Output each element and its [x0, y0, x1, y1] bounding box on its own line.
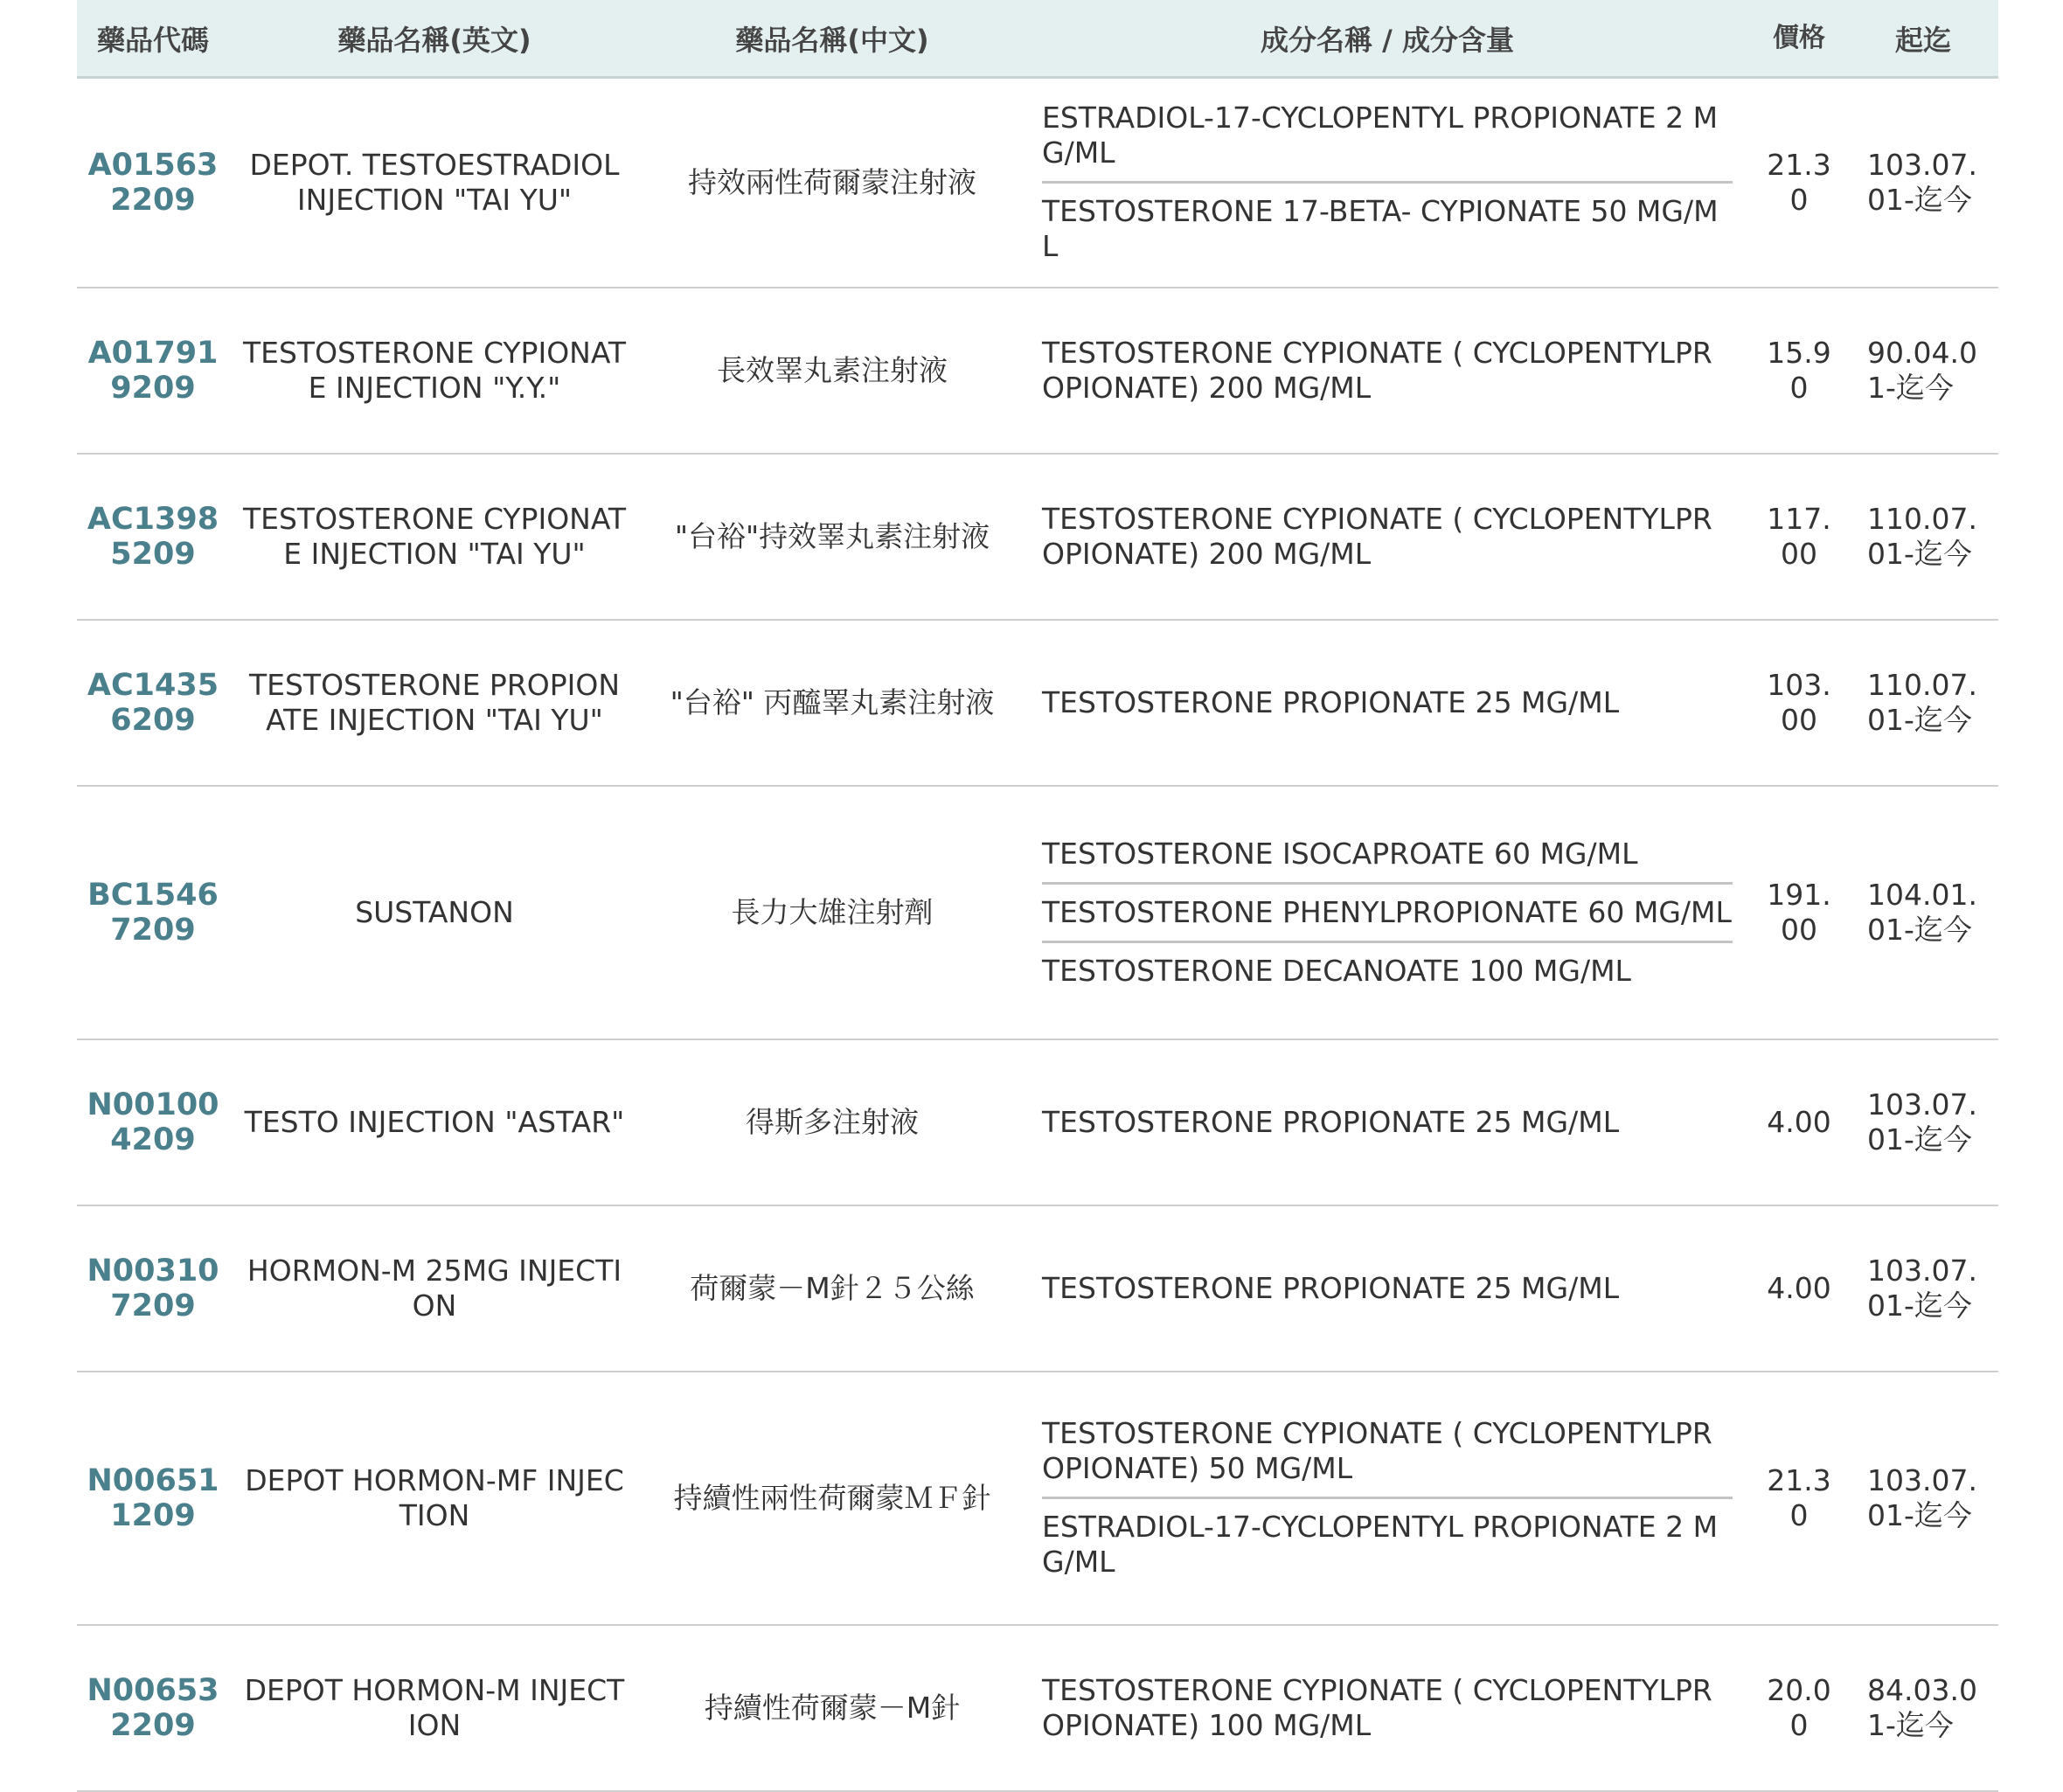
- table-row: [77, 1625, 1998, 1791]
- drug-name-zh: 荷爾蒙－M針２５公絲: [640, 1205, 1025, 1372]
- header-ingredients: 成分名稱 / 成分含量: [1025, 0, 1750, 78]
- drug-code[interactable]: N001004209: [77, 1039, 229, 1205]
- ingredients-cell: [1025, 288, 1750, 454]
- ingredient-line: TESTOSTERONE CYPIONATE ( CYCLOPENTYLPROPIONATE) 100 MG/ML: [1042, 1672, 1712, 1742]
- ingredients-cell: [1025, 1625, 1750, 1791]
- header-name-zh: 藥品名稱(中文): [640, 0, 1025, 78]
- effective-period: 103.07.01-迄今: [1848, 1205, 1998, 1372]
- drug-code[interactable]: N003107209: [77, 1205, 229, 1372]
- table-body: [77, 78, 1998, 1791]
- drug-code[interactable]: N006532209: [77, 1625, 229, 1791]
- drug-price: 103.00: [1750, 620, 1848, 786]
- ingredient-line: TESTOSTERONE PROPIONATE 25 MG/ML: [1042, 1104, 1620, 1139]
- effective-period: 104.01.01-迄今: [1848, 786, 1998, 1039]
- drug-code[interactable]: A017919209: [77, 288, 229, 454]
- drug-price-table: [77, 0, 1998, 1792]
- ingredient-line: TESTOSTERONE CYPIONATE ( CYCLOPENTYLPROPIONATE) 200 MG/ML: [1042, 501, 1712, 571]
- ingredient-line: TESTOSTERONE DECANOATE 100 MG/ML: [1042, 941, 1733, 999]
- effective-period: 110.07.01-迄今: [1848, 454, 1998, 620]
- ingredients-cell: [1025, 1372, 1750, 1625]
- drug-name-en: SUSTANON: [229, 786, 640, 1039]
- ingredients-cell: [1025, 454, 1750, 620]
- effective-period: 84.03.01-迄今: [1848, 1625, 1998, 1791]
- header-name-en: 藥品名稱(英文): [229, 0, 640, 78]
- drug-name-en: DEPOT. TESTOESTRADIOL INJECTION "TAI YU": [229, 78, 640, 288]
- drug-name-en: DEPOT HORMON-MF INJECTION: [229, 1372, 640, 1625]
- ingredients-cell: [1025, 1205, 1750, 1372]
- table-row: [77, 1205, 1998, 1372]
- drug-price: 4.00: [1750, 1039, 1848, 1205]
- ingredients-cell: [1025, 620, 1750, 786]
- ingredient-line: ESTRADIOL-17-CYCLOPENTYL PROPIONATE 2 MG/ML: [1042, 1497, 1733, 1590]
- ingredient-line: TESTOSTERONE CYPIONATE ( CYCLOPENTYLPROPIONATE) 50 MG/ML: [1042, 1416, 1712, 1485]
- drug-name-zh: 持效兩性荷爾蒙注射液: [640, 78, 1025, 288]
- drug-name-en: DEPOT HORMON-M INJECTION: [229, 1625, 640, 1791]
- drug-name-zh: 得斯多注射液: [640, 1039, 1025, 1205]
- drug-price: 117.00: [1750, 454, 1848, 620]
- ingredients-cell: [1025, 786, 1750, 1039]
- drug-price: 4.00: [1750, 1205, 1848, 1372]
- effective-period: 103.07.01-迄今: [1848, 1039, 1998, 1205]
- drug-price: 15.90: [1750, 288, 1848, 454]
- ingredient-line: TESTOSTERONE PHENYLPROPIONATE 60 MG/ML: [1042, 882, 1733, 941]
- effective-period: 103.07.01-迄今: [1848, 1372, 1998, 1625]
- drug-name-zh: 持續性兩性荷爾蒙ＭＦ針: [640, 1372, 1025, 1625]
- drug-name-en: TESTOSTERONE PROPIONATE INJECTION "TAI YU": [229, 620, 640, 786]
- table-row: [77, 620, 1998, 786]
- table-row: [77, 786, 1998, 1039]
- drug-price: 191.00: [1750, 786, 1848, 1039]
- drug-price: 21.30: [1750, 1372, 1848, 1625]
- table-row: [77, 454, 1998, 620]
- table-row: [77, 78, 1998, 288]
- drug-name-zh: 長效睪丸素注射液: [640, 288, 1025, 454]
- header-code: 藥品代碼: [77, 0, 229, 78]
- ingredient-line: TESTOSTERONE PROPIONATE 25 MG/ML: [1042, 1270, 1620, 1305]
- effective-period: 90.04.01-迄今: [1848, 288, 1998, 454]
- drug-code[interactable]: AC14356209: [77, 620, 229, 786]
- drug-name-zh: "台裕"持效睪丸素注射液: [640, 454, 1025, 620]
- drug-name-zh: 持續性荷爾蒙－M針: [640, 1625, 1025, 1791]
- drug-code[interactable]: N006511209: [77, 1372, 229, 1625]
- ingredient-line: TESTOSTERONE PROPIONATE 25 MG/ML: [1042, 684, 1620, 719]
- table-header-row: [77, 0, 1998, 78]
- ingredients-cell: [1025, 78, 1750, 288]
- header-period: 起迄: [1848, 0, 1998, 78]
- ingredient-line: TESTOSTERONE 17-BETA- CYPIONATE 50 MG/ML: [1042, 181, 1733, 274]
- effective-period: 103.07.01-迄今: [1848, 78, 1998, 288]
- drug-name-en: TESTOSTERONE CYPIONATE INJECTION "TAI YU": [229, 454, 640, 620]
- drug-name-en: TESTOSTERONE CYPIONATE INJECTION "Y.Y.": [229, 288, 640, 454]
- ingredients-cell: [1025, 1039, 1750, 1205]
- ingredient-line: ESTRADIOL-17-CYCLOPENTYL PROPIONATE 2 MG/ML: [1042, 101, 1719, 170]
- drug-name-en: HORMON-M 25MG INJECTION: [229, 1205, 640, 1372]
- effective-period: 110.07.01-迄今: [1848, 620, 1998, 786]
- header-price: 價格: [1750, 0, 1848, 78]
- table-row: [77, 288, 1998, 454]
- drug-name-zh: 長力大雄注射劑: [640, 786, 1025, 1039]
- ingredient-line: TESTOSTERONE CYPIONATE ( CYCLOPENTYLPROPIONATE) 200 MG/ML: [1042, 335, 1712, 405]
- ingredient-line: TESTOSTERONE ISOCAPROATE 60 MG/ML: [1042, 836, 1638, 871]
- drug-code[interactable]: BC15467209: [77, 786, 229, 1039]
- drug-code[interactable]: AC13985209: [77, 454, 229, 620]
- drug-code[interactable]: A015632209: [77, 78, 229, 288]
- drug-price: 21.30: [1750, 78, 1848, 288]
- table-row: [77, 1039, 1998, 1205]
- drug-name-en: TESTO INJECTION "ASTAR": [229, 1039, 640, 1205]
- table-row: [77, 1372, 1998, 1625]
- drug-name-zh: "台裕" 丙醯睪丸素注射液: [640, 620, 1025, 786]
- drug-price: 20.00: [1750, 1625, 1848, 1791]
